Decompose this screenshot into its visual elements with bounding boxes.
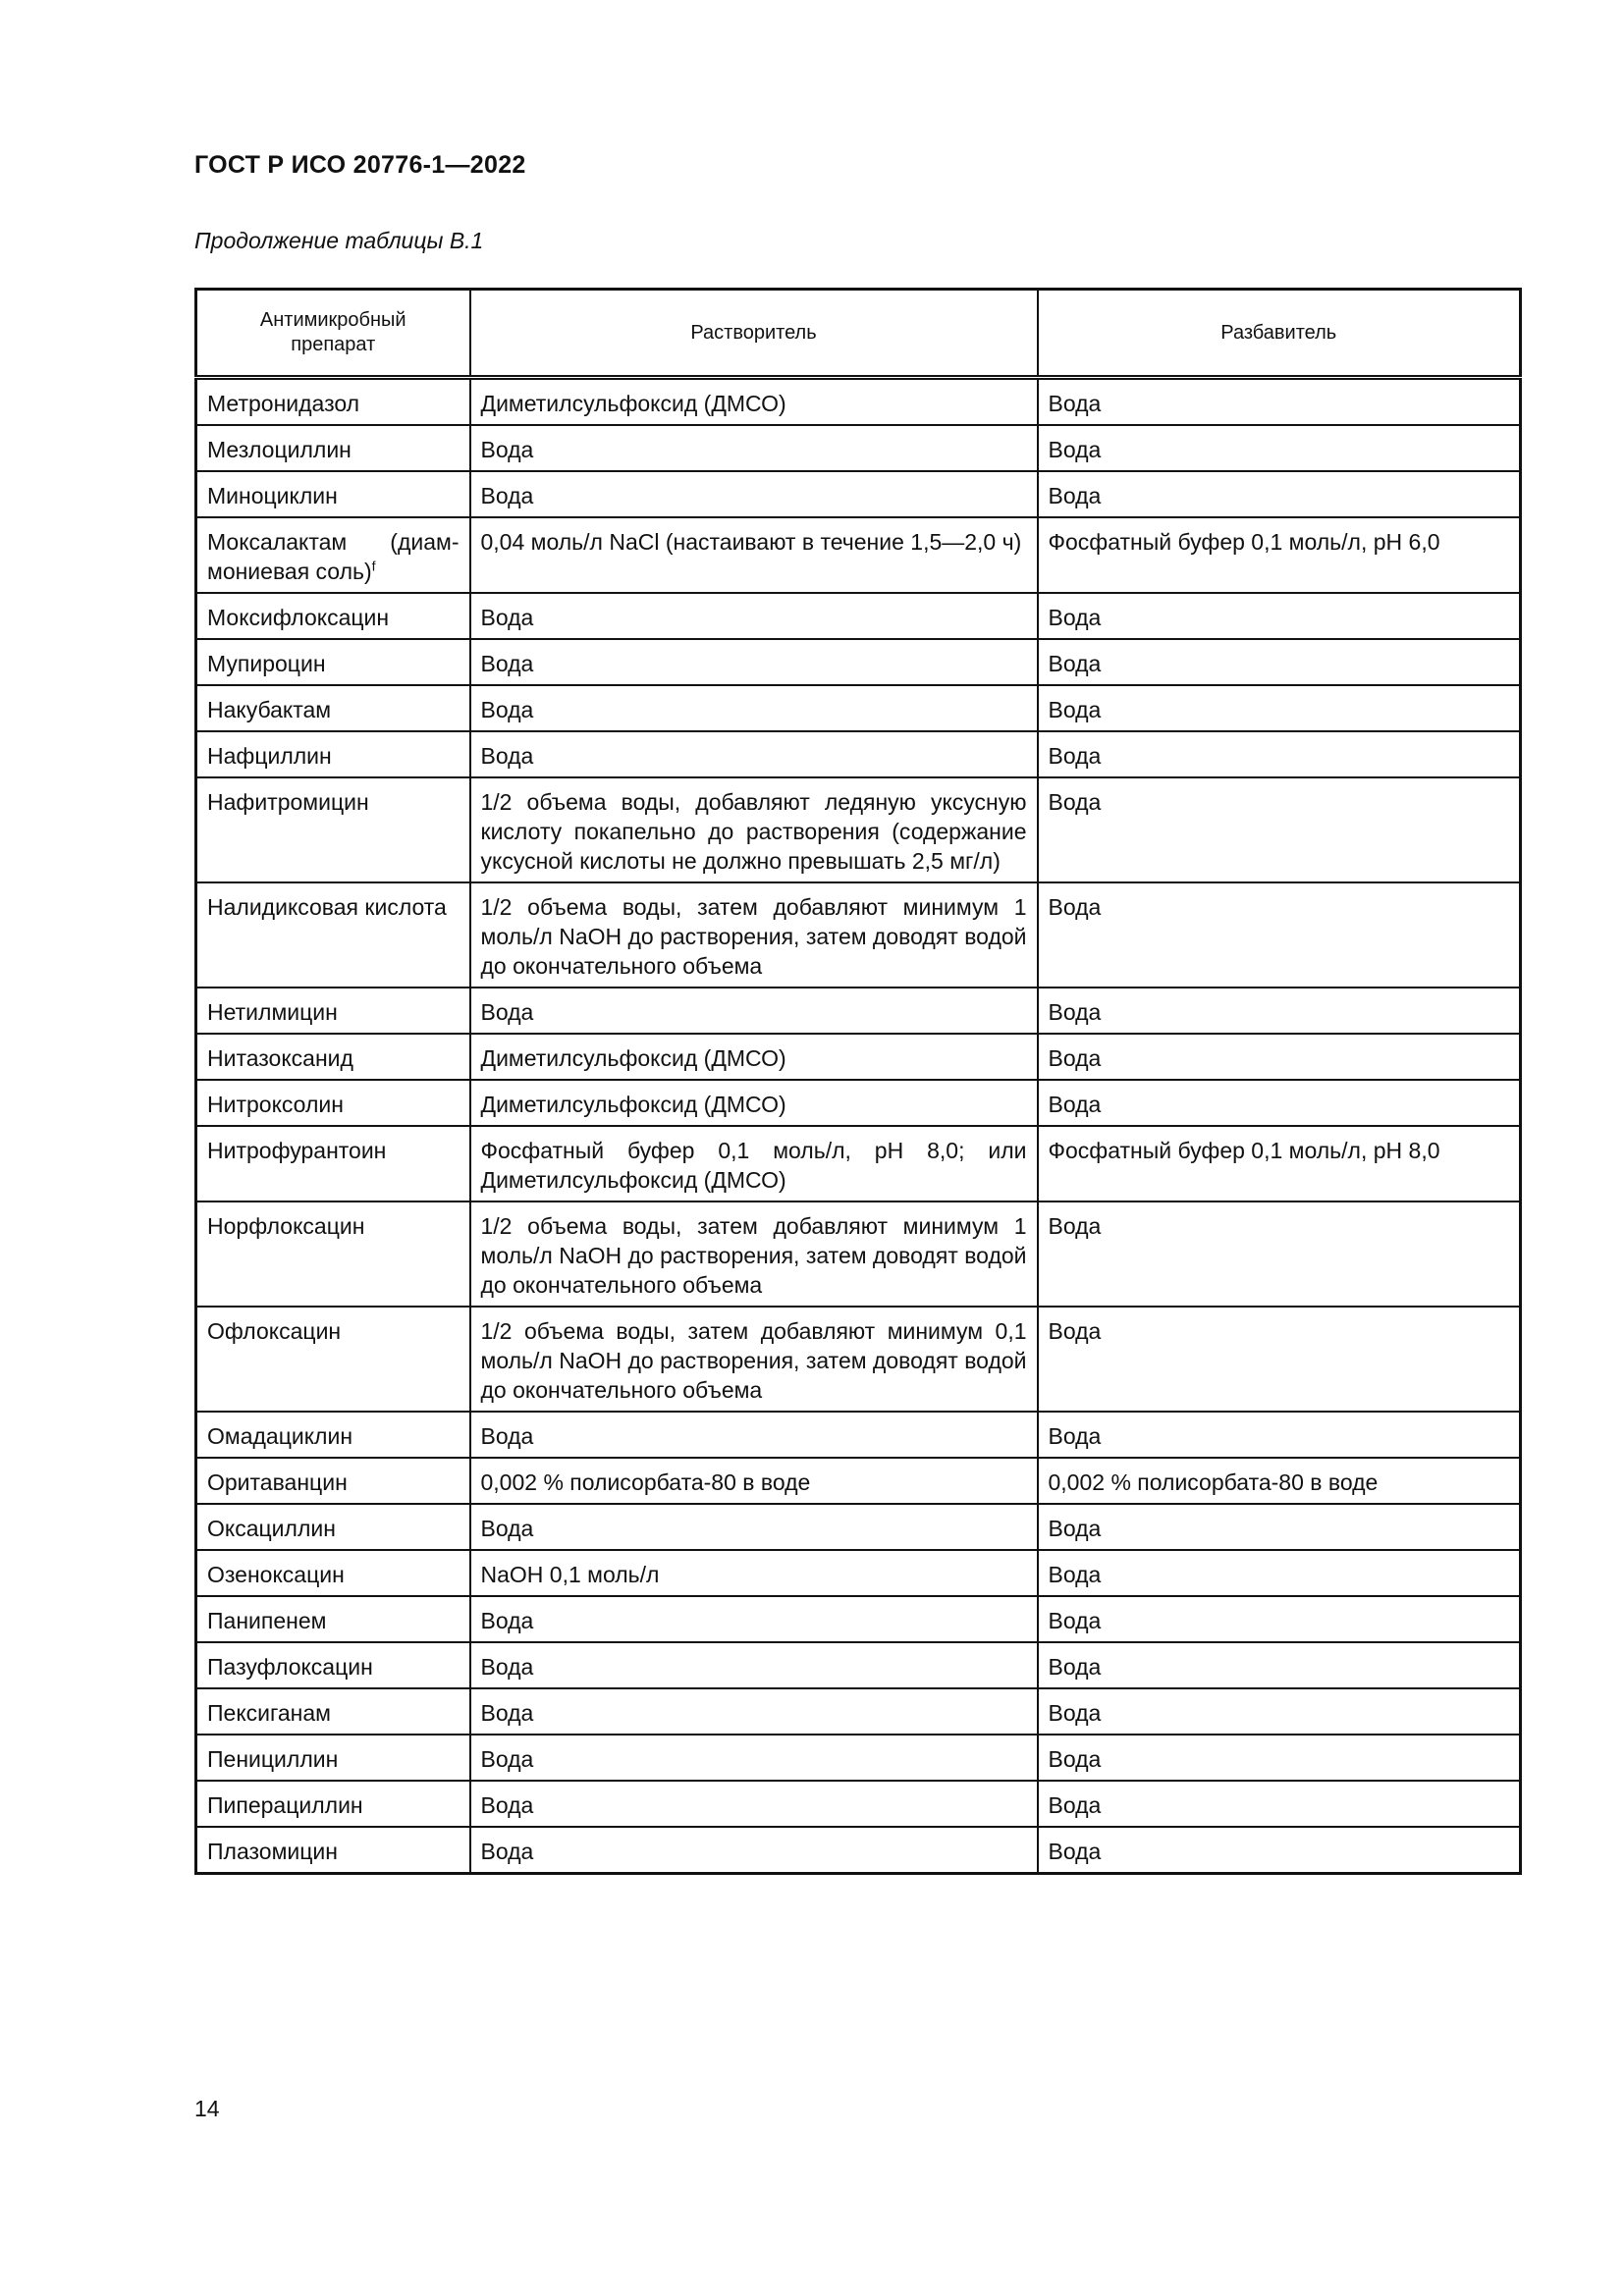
agent-cell — [196, 1642, 470, 1688]
diluent-cell: Вода — [1038, 988, 1521, 1034]
diluent-cell: Вода — [1038, 1781, 1521, 1827]
column-header-solvent: Растворитель — [470, 290, 1038, 378]
table-row — [196, 1735, 1521, 1781]
diluent-cell: Вода — [1038, 378, 1521, 426]
table-header-row — [196, 290, 1521, 378]
agent-cell — [196, 1126, 470, 1201]
diluent-cell: Фосфатный буфер 0,1 моль/л, pH 6,0 — [1038, 517, 1521, 593]
solvent-cell: Вода — [470, 471, 1038, 517]
solvent-cell: 1/2 объема воды, затем добавляют минимум 1 моль/л NaOH до растворения, затем доводят водой до окончательного объема — [470, 882, 1038, 988]
agent-name: Миноциклин — [207, 483, 338, 508]
table-row — [196, 1458, 1521, 1504]
solvent-cell: Диметилсульфоксид (ДМСО) — [470, 378, 1038, 426]
agent-cell — [196, 1504, 470, 1550]
agent-cell — [196, 731, 470, 777]
agent-cell — [196, 777, 470, 882]
agent-name: Омадациклин — [207, 1423, 353, 1449]
agent-name: Моксалактам (диам-мониевая соль) — [207, 529, 460, 584]
agent-name: Нитазоксанид — [207, 1045, 353, 1071]
diluent-cell: Вода — [1038, 1412, 1521, 1458]
table-row — [196, 378, 1521, 426]
agent-name: Нетилмицин — [207, 999, 338, 1025]
agent-cell — [196, 639, 470, 685]
solvent-cell: Вода — [470, 1412, 1038, 1458]
agent-name: Мупироцин — [207, 651, 326, 676]
solvent-cell: Вода — [470, 685, 1038, 731]
solvent-cell: 1/2 объема воды, добавляют ледяную уксусную кислоту покапельно до растворения (содержание уксусной кислоты не должно превышать 2,5 мг/л) — [470, 777, 1038, 882]
footnote-marker: f — [371, 558, 376, 574]
agent-cell — [196, 593, 470, 639]
table-row — [196, 517, 1521, 593]
table-row — [196, 639, 1521, 685]
agent-cell — [196, 685, 470, 731]
agent-name: Озеноксацин — [207, 1562, 345, 1587]
agent-name: Нафитромицин — [207, 789, 369, 815]
diluent-cell: Вода — [1038, 1307, 1521, 1412]
table-row — [196, 1596, 1521, 1642]
agent-name: Моксифлоксацин — [207, 605, 390, 630]
agent-name: Пиперациллин — [207, 1792, 363, 1818]
agent-cell — [196, 1550, 470, 1596]
agent-cell — [196, 1201, 470, 1307]
solvent-cell: Диметилсульфоксид (ДМСО) — [470, 1034, 1038, 1080]
solvent-cell: Вода — [470, 1781, 1038, 1827]
agent-name: Офлоксацин — [207, 1318, 342, 1344]
table-row — [196, 1080, 1521, 1126]
table-row — [196, 882, 1521, 988]
solvent-cell: 1/2 объема воды, затем добавляют минимум 0,1 моль/л NaOH до растворения, затем доводят водой до окончательного объема — [470, 1307, 1038, 1412]
agent-cell — [196, 471, 470, 517]
solvent-cell: Вода — [470, 731, 1038, 777]
agent-cell — [196, 882, 470, 988]
table-row — [196, 1504, 1521, 1550]
agent-cell — [196, 1688, 470, 1735]
diluent-cell: Вода — [1038, 471, 1521, 517]
agent-name: Накубактам — [207, 697, 332, 722]
diluent-cell: Вода — [1038, 1504, 1521, 1550]
agent-cell — [196, 1596, 470, 1642]
table-row — [196, 1034, 1521, 1080]
diluent-cell: Вода — [1038, 1735, 1521, 1781]
solvent-cell: 0,04 моль/л NaCl (настаивают в течение 1,5—2,0 ч) — [470, 517, 1038, 593]
table-row — [196, 988, 1521, 1034]
agent-cell — [196, 517, 470, 593]
agent-cell — [196, 1034, 470, 1080]
diluent-cell: Вода — [1038, 425, 1521, 471]
agent-name: Оритаванцин — [207, 1469, 348, 1495]
agent-cell — [196, 378, 470, 426]
diluent-cell: Вода — [1038, 1550, 1521, 1596]
agent-cell — [196, 1827, 470, 1874]
solvent-cell: 0,002 % полисорбата-80 в воде — [470, 1458, 1038, 1504]
agent-cell — [196, 1781, 470, 1827]
diluent-cell: Вода — [1038, 1034, 1521, 1080]
diluent-cell: Вода — [1038, 1827, 1521, 1874]
table-row — [196, 471, 1521, 517]
diluent-cell: Вода — [1038, 777, 1521, 882]
agent-name: Пексиганам — [207, 1700, 331, 1726]
diluent-cell: Вода — [1038, 685, 1521, 731]
agent-cell — [196, 425, 470, 471]
agent-name: Панипенем — [207, 1608, 327, 1633]
table-row — [196, 685, 1521, 731]
solvent-cell: Вода — [470, 1735, 1038, 1781]
solvent-cell: Вода — [470, 639, 1038, 685]
column-header-agent: Антимикробный препарат — [196, 290, 470, 378]
solvent-cell: Фосфатный буфер 0,1 моль/л, pH 8,0; или Диметилсульфоксид (ДМСО) — [470, 1126, 1038, 1201]
diluent-cell: Вода — [1038, 1596, 1521, 1642]
column-header-diluent: Разбавитель — [1038, 290, 1521, 378]
solvent-cell: Вода — [470, 1596, 1038, 1642]
diluent-cell: Вода — [1038, 1642, 1521, 1688]
solvent-cell: Вода — [470, 1642, 1038, 1688]
table-row — [196, 425, 1521, 471]
agent-cell — [196, 1307, 470, 1412]
agent-name: Плазомицин — [207, 1839, 338, 1864]
table-row — [196, 1550, 1521, 1596]
table-row — [196, 1412, 1521, 1458]
table-row — [196, 1307, 1521, 1412]
diluent-cell: Фосфатный буфер 0,1 моль/л, pH 8,0 — [1038, 1126, 1521, 1201]
agent-name: Мезлоциллин — [207, 437, 352, 462]
diluent-cell: Вода — [1038, 882, 1521, 988]
agent-name: Метронидазол — [207, 391, 360, 416]
diluent-cell: Вода — [1038, 1080, 1521, 1126]
agent-name: Нафциллин — [207, 743, 332, 769]
solvent-cell: Вода — [470, 425, 1038, 471]
solvent-cell: Вода — [470, 988, 1038, 1034]
solvent-cell: Вода — [470, 1504, 1038, 1550]
solvent-cell: Вода — [470, 1688, 1038, 1735]
agent-cell — [196, 1458, 470, 1504]
agent-name: Оксациллин — [207, 1516, 336, 1541]
agent-name: Пазуфлоксацин — [207, 1654, 373, 1680]
table-row — [196, 1642, 1521, 1688]
agent-name: Налидиксовая кислота — [207, 894, 447, 920]
solvents-table — [194, 288, 1522, 1875]
diluent-cell: Вода — [1038, 1688, 1521, 1735]
table-row — [196, 1827, 1521, 1874]
agent-cell — [196, 1735, 470, 1781]
agent-name: Норфлоксацин — [207, 1213, 365, 1239]
table-row — [196, 593, 1521, 639]
diluent-cell: 0,002 % полисорбата-80 в воде — [1038, 1458, 1521, 1504]
document-code: ГОСТ Р ИСО 20776-1—2022 — [194, 151, 526, 179]
diluent-cell: Вода — [1038, 593, 1521, 639]
table-row — [196, 777, 1521, 882]
solvent-cell: NaOH 0,1 моль/л — [470, 1550, 1038, 1596]
agent-cell — [196, 1412, 470, 1458]
table-row — [196, 731, 1521, 777]
page-number: 14 — [194, 2096, 220, 2121]
table-row — [196, 1126, 1521, 1201]
diluent-cell: Вода — [1038, 639, 1521, 685]
agent-name: Пенициллин — [207, 1746, 339, 1772]
table-row — [196, 1201, 1521, 1307]
table-row — [196, 1781, 1521, 1827]
agent-name: Нитроксолин — [207, 1092, 344, 1117]
agent-name: Нитрофурантоин — [207, 1138, 387, 1163]
solvent-cell: Диметилсульфоксид (ДМСО) — [470, 1080, 1038, 1126]
solvent-cell: Вода — [470, 1827, 1038, 1874]
diluent-cell: Вода — [1038, 1201, 1521, 1307]
table-continuation-caption: Продолжение таблицы В.1 — [194, 228, 484, 253]
diluent-cell: Вода — [1038, 731, 1521, 777]
solvent-cell: 1/2 объема воды, затем добавляют минимум 1 моль/л NaOH до растворения, затем доводят водой до окончательного объема — [470, 1201, 1038, 1307]
solvent-cell: Вода — [470, 593, 1038, 639]
table-row — [196, 1688, 1521, 1735]
agent-cell — [196, 988, 470, 1034]
agent-cell — [196, 1080, 470, 1126]
